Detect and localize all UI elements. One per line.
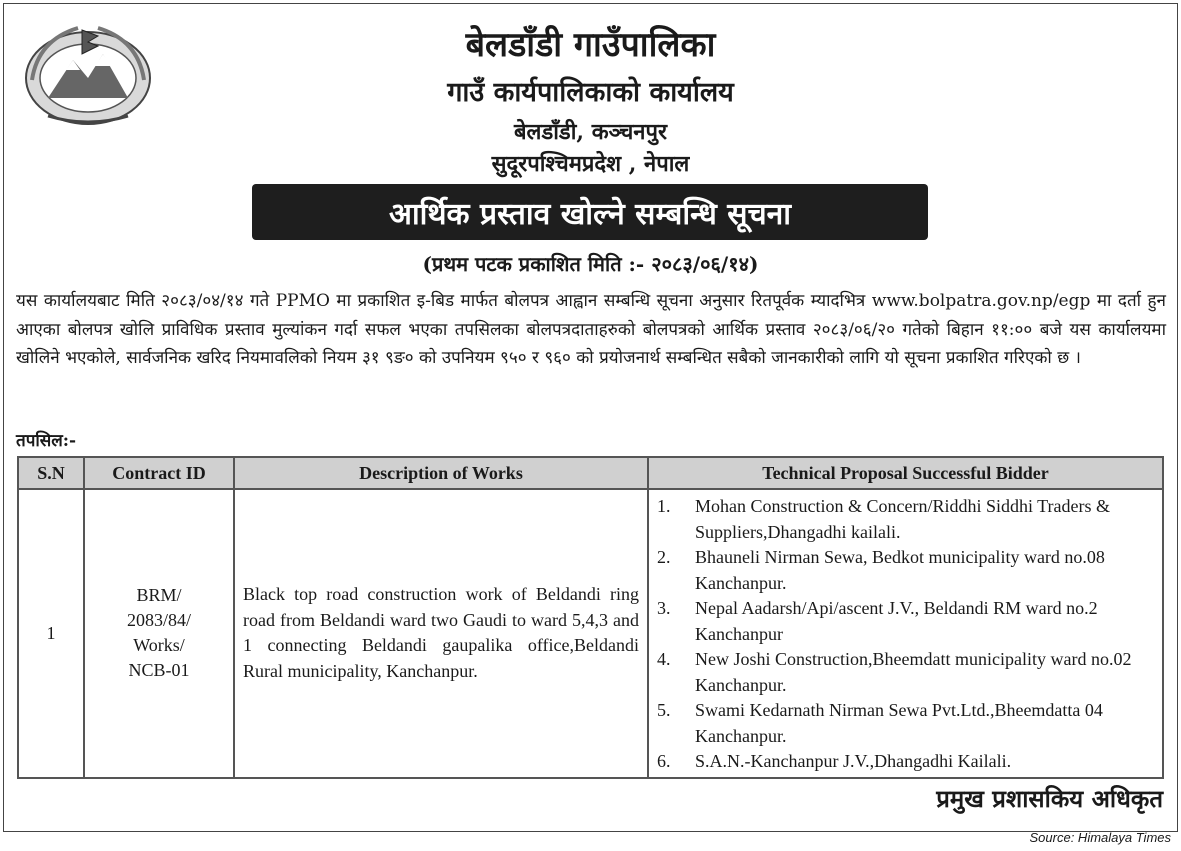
bidder-name: New Joshi Construction,Bheemdatt municipality ward no.02 Kanchanpur. — [695, 649, 1132, 695]
table-header-row — [18, 457, 1163, 489]
bidder-number: 3. — [657, 598, 671, 618]
bidder-list — [657, 494, 1154, 775]
cell-contract-id — [84, 489, 234, 778]
source-credit: Source: Himalaya Times — [1029, 830, 1171, 845]
bidder-name: S.A.N.-Kanchanpur J.V.,Dhangadhi Kailali. — [695, 751, 1012, 771]
municipality-name: बेलडाँडी गाउँपालिका — [465, 25, 716, 65]
office-name: गाउँ कार्यपालिकाको कार्यालय — [447, 77, 734, 108]
list-item — [657, 647, 1154, 698]
notice-body: यस कार्यालयबाट मिति २०८३/०४/१४ गते PPMO मा प्रकाशित इ-बिड मार्फत बोलपत्र आह्वान सम्बन्धि सूचना अनुसार रितपूर्वक म्यादभित्र www.bolpatra.gov.np/egp मा दर्ता हुन आएका बोलपत्र खोलि प्राविधिक प्रस्ताव मुल्यांकन गर्दा सफल भएका तपसिलका बोलपत्रदाताहरुको बोलपत्रको आर्थिक प्रस्ताव २०८३/०६/२० गतेको बिहान ११:०० बजे यस कार्यालयमा खोलिने भएकोले, सार्वजनिक खरिद नियमावलिको नियम ३१ ९ङ० को उपनियम ९५० र ९६० को प्रयोजनार्थ सम्बन्धित सबैको जानकारीको लागि यो सूचना प्रकाशित गरिएको छ । — [16, 291, 1166, 368]
header-description: Description of Works — [234, 457, 648, 489]
bidders-table — [17, 456, 1164, 779]
table-row — [18, 489, 1163, 778]
bidder-name: Mohan Construction & Concern/Riddhi Siddhi Traders & Suppliers,Dhangadhi kailali. — [695, 496, 1111, 542]
list-item — [657, 698, 1154, 749]
cell-description: Black top road construction work of Beldandi ring road from Beldandi ward two Gaudi to ward 5,4,3 and 1 connecting Beldandi gaupalika office,Beldandi Rural municipality, Kanchanpur. — [234, 489, 648, 778]
bidder-name: Bhauneli Nirman Sewa, Bedkot municipality ward no.08 Kanchanpur. — [695, 547, 1105, 593]
header-bidder: Technical Proposal Successful Bidder — [648, 457, 1163, 489]
list-item — [657, 749, 1154, 775]
header-contract-id: Contract ID — [84, 457, 234, 489]
details-label: तपसिल:- — [16, 431, 77, 451]
list-item — [657, 494, 1154, 545]
cell-bidders — [648, 489, 1163, 778]
signatory-title: प्रमुख प्रशासकिय अधिकृत — [936, 784, 1163, 813]
cell-sn: 1 — [18, 489, 84, 778]
bidder-number: 2. — [657, 547, 671, 567]
notice-title: आर्थिक प्रस्ताव खोल्ने सम्बन्धि सूचना — [252, 184, 928, 240]
bidder-name: Swami Kedarnath Nirman Sewa Pvt.Ltd.,Bheemdatta 04 Kanchanpur. — [695, 700, 1103, 746]
bidder-number: 6. — [657, 751, 671, 771]
province-name: सुदूरपश्चिमप्रदेश , नेपाल — [491, 151, 690, 177]
office-location: बेलडाँडी, कञ्चनपुर — [513, 119, 668, 145]
list-item — [657, 596, 1154, 647]
bidder-name: Nepal Aadarsh/Api/ascent J.V., Beldandi RM ward no.2 Kanchanpur — [695, 598, 1098, 644]
bidder-number: 5. — [657, 700, 671, 720]
contract-id-text: BRM/ 2083/84/ Works/ NCB-01 — [126, 585, 191, 681]
header-sn: S.N — [18, 457, 84, 489]
bidder-number: 1. — [657, 496, 671, 516]
list-item — [657, 545, 1154, 596]
bidder-number: 4. — [657, 649, 671, 669]
first-published-date: (प्रथम पटक प्रकाशित मिति :- २०८३/०६/१४) — [422, 252, 759, 276]
